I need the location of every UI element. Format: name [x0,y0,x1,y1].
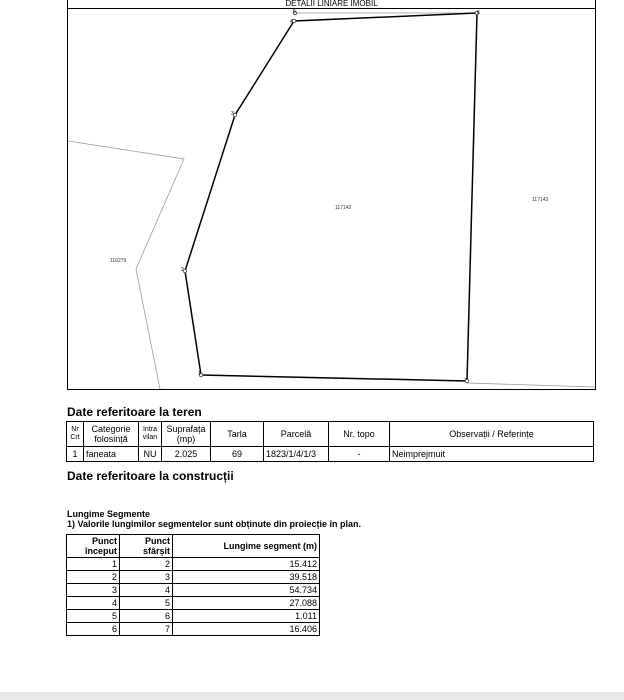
segmente-header-row [67,535,320,558]
segmente-note: 1) Valorile lungimilor segmentelor sunt obținute din proiecție în plan. [67,519,362,529]
constructii-section-title: Date referitoare la construcții [67,469,234,483]
vertex-label: 6 [477,10,480,16]
cell-start: 2 [67,571,120,584]
col-header-punct-sfarsit: Punct sfârșit [120,535,173,558]
cell-start: 6 [67,623,120,636]
col-header-observatii: Observații / Referințe [390,422,594,447]
segmente-table [66,534,320,636]
cell-nr: 1 [67,447,84,462]
parcel-number-main: 117142 [335,205,352,211]
cadastral-plan [67,8,596,390]
cell-length: 27.088 [173,597,320,610]
page-bottom-edge [0,692,624,700]
cell-start: 5 [67,610,120,623]
teren-header-row [67,422,594,447]
teren-section-title: Date referitoare la teren [67,405,202,419]
vertex-label: 4 [290,19,293,25]
cell-length: 54.734 [173,584,320,597]
table-row [67,597,320,610]
table-row [67,558,320,571]
col-header-punct-inceput: Punct început [67,535,120,558]
teren-table [66,421,594,462]
vertex-label: 1 [198,371,201,377]
cell-end: 2 [120,558,173,571]
vertex-label: 2 [181,267,184,273]
cell-suprafata: 2.025 [162,447,211,462]
cell-categorie: faneata [84,447,139,462]
cell-length: 39.518 [173,571,320,584]
col-header-tarla: Tarla [211,422,264,447]
cell-observatii: Neimprejmuit [390,447,594,462]
col-header-nr: Nr Crt [67,422,84,447]
cell-start: 4 [67,597,120,610]
neighbor-boundary-right-bottom [467,383,595,387]
cell-nrtopo: - [329,447,390,462]
col-header-categorie: Categorie folosință [84,422,139,447]
cell-length: 15.412 [173,558,320,571]
segmente-title: Lungime Segmente [67,509,151,519]
vertex-markers [183,11,479,383]
vertex-label: 7 [464,378,467,384]
cell-start: 1 [67,558,120,571]
segmente-heading [67,509,361,529]
col-header-lungime: Lungime segment (m) [173,535,320,558]
cell-start: 3 [67,584,120,597]
plan-header-title: DETALII LINIARE IMOBIL [67,0,596,9]
table-row [67,623,320,636]
col-header-nrtopo: Nr. topo [329,422,390,447]
cell-length: 1.011 [173,610,320,623]
cell-end: 5 [120,597,173,610]
parcel-number-right: 117143 [532,197,549,203]
cell-end: 7 [120,623,173,636]
cell-end: 3 [120,571,173,584]
cell-intravilan: NU [139,447,162,462]
cell-end: 4 [120,584,173,597]
cell-length: 16.406 [173,623,320,636]
plan-drawing [68,9,595,389]
parcel-outline [185,13,477,381]
table-row [67,584,320,597]
vertex-label: 3 [231,111,234,117]
teren-row [67,447,594,462]
table-row [67,610,320,623]
cell-end: 6 [120,610,173,623]
table-row [67,571,320,584]
cell-parcela: 1823/1/4/1/3 [264,447,329,462]
parcel-number-left: 116279 [110,258,127,264]
col-header-parcela: Parcelă [264,422,329,447]
neighbor-boundary-left [68,141,184,389]
cell-tarla: 69 [211,447,264,462]
col-header-suprafata: Suprafața (mp) [162,422,211,447]
col-header-intravilan: Intra vilan [139,422,162,447]
vertex-label: 5 [293,9,296,15]
